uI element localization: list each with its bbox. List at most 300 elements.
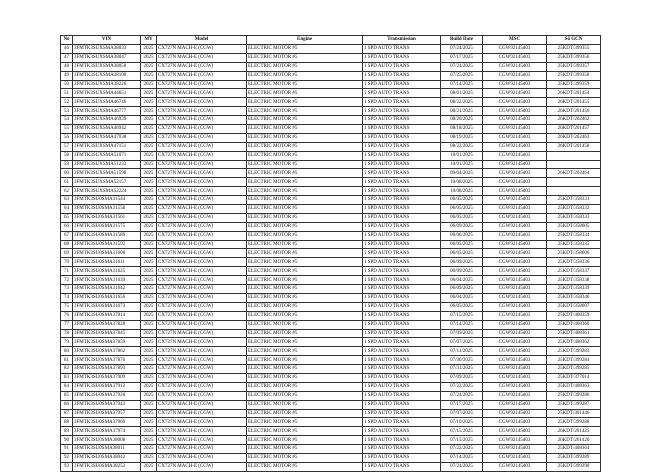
cell-model: CX727N MACH-E (CGW) <box>157 151 247 160</box>
cell-build-date: 07/14/2025 <box>441 453 483 462</box>
cell-model: CX727N MACH-E (CGW) <box>157 45 247 54</box>
table-row <box>61 205 601 214</box>
cell-build-date: 07/09/2025 <box>441 329 483 338</box>
cell-transmission: 1 SPD AUTO TRANS <box>363 45 441 54</box>
table-row <box>61 62 601 71</box>
vehicle-table <box>60 35 601 472</box>
cell-transmission: 1 SPD AUTO TRANS <box>363 311 441 320</box>
cell-no: 72 <box>61 276 73 285</box>
cell-my: 2025 <box>141 133 157 142</box>
cell-msc: CGW92145d03 <box>483 258 547 267</box>
table-row <box>61 71 601 80</box>
cell-model: CX727N MACH-E (CGW) <box>157 400 247 409</box>
cell-engine: ELECTRIC MOTOR #5 <box>247 356 363 365</box>
cell-vin: 3FMTK3SU0SMA31561 <box>73 213 141 222</box>
cell-build-date: 07/22/2025 <box>441 382 483 391</box>
cell-build-date: 06/04/2025 <box>441 276 483 285</box>
cell-no: 78 <box>61 329 73 338</box>
cell-engine: ELECTRIC MOTOR #5 <box>247 80 363 89</box>
cell-vin: 3FMTK3SU0SMA37814 <box>73 311 141 320</box>
table-row <box>61 320 601 329</box>
cell-transmission: 1 SPD AUTO TRANS <box>363 151 441 160</box>
cell-engine: ELECTRIC MOTOR #5 <box>247 169 363 178</box>
cell-vin: 3FMTK3SU0SMA37943 <box>73 400 141 409</box>
cell-vin: 3FMTK3SU0SMA31642 <box>73 285 141 294</box>
cell-vin: 3FMTK3SU0SMA31589 <box>73 231 141 240</box>
table-header-row <box>61 36 601 45</box>
cell-engine: ELECTRIC MOTOR #5 <box>247 445 363 454</box>
cell-gcn: 26KDT/201426 <box>547 436 601 445</box>
cell-msc: CGW92145d03 <box>483 320 547 329</box>
table-row <box>61 391 601 400</box>
cell-model: CX727N MACH-E (CGW) <box>157 338 247 347</box>
cell-vin: 3FMTK3SU0SMA37876 <box>73 356 141 365</box>
cell-transmission: 1 SPD AUTO TRANS <box>363 382 441 391</box>
cell-model: CX727N MACH-E (CGW) <box>157 329 247 338</box>
cell-engine: ELECTRIC MOTOR #5 <box>247 222 363 231</box>
cell-transmission: 1 SPD AUTO TRANS <box>363 329 441 338</box>
cell-build-date: 07/25/2025 <box>441 71 483 80</box>
cell-msc: CGW92145d03 <box>483 116 547 125</box>
cell-engine: ELECTRIC MOTOR #5 <box>247 71 363 80</box>
cell-msc: CGW92145d03 <box>483 98 547 107</box>
cell-gcn: 26KDT/201458 <box>547 142 601 151</box>
cell-no: 61 <box>61 178 73 187</box>
cell-engine: ELECTRIC MOTOR #5 <box>247 409 363 418</box>
cell-vin: 3FMTK3SUXSMA38033 <box>73 45 141 54</box>
cell-engine: ELECTRIC MOTOR #5 <box>247 213 363 222</box>
cell-msc: CGW92145d03 <box>483 453 547 462</box>
cell-model: CX727N MACH-E (CGW) <box>157 213 247 222</box>
cell-model: CX727N MACH-E (CGW) <box>157 347 247 356</box>
cell-vin: 3FMTK3SUXSMA46746 <box>73 98 141 107</box>
cell-vin: 3FMTK3SUXSMA44651 <box>73 89 141 98</box>
cell-my: 2025 <box>141 98 157 107</box>
cell-vin: 3FMTK3SUXSMA51233 <box>73 160 141 169</box>
cell-my: 2025 <box>141 462 157 471</box>
cell-my: 2025 <box>141 222 157 231</box>
cell-no: 49 <box>61 71 73 80</box>
table-body <box>61 45 601 472</box>
cell-gcn: 25KDT/399357 <box>547 62 601 71</box>
cell-gcn: 25KDT/399356 <box>547 53 601 62</box>
cell-gcn: 25KDT/358332 <box>547 205 601 214</box>
cell-gcn <box>547 187 601 196</box>
cell-my: 2025 <box>141 400 157 409</box>
cell-engine: ELECTRIC MOTOR #5 <box>247 45 363 54</box>
cell-engine: ELECTRIC MOTOR #5 <box>247 400 363 409</box>
cell-my: 2025 <box>141 169 157 178</box>
header-no: No <box>61 36 73 45</box>
cell-gcn: 25KDT/358338 <box>547 276 601 285</box>
cell-msc: CGW92145d03 <box>483 329 547 338</box>
cell-build-date: 10/01/2025 <box>441 151 483 160</box>
table-row <box>61 142 601 151</box>
cell-msc: CGW92145d03 <box>483 373 547 382</box>
cell-gcn: 25KDT/358336 <box>547 258 601 267</box>
cell-transmission: 1 SPD AUTO TRANS <box>363 445 441 454</box>
cell-my: 2025 <box>141 436 157 445</box>
table-row <box>61 409 601 418</box>
cell-vin: 3FMTK3SU0SMA37862 <box>73 347 141 356</box>
cell-no: 82 <box>61 365 73 374</box>
cell-no: 87 <box>61 409 73 418</box>
cell-my: 2025 <box>141 320 157 329</box>
cell-build-date: 07/24/2025 <box>441 462 483 471</box>
cell-transmission: 1 SPD AUTO TRANS <box>363 258 441 267</box>
cell-build-date: 06/05/2025 <box>441 302 483 311</box>
table-row <box>61 151 601 160</box>
cell-transmission: 1 SPD AUTO TRANS <box>363 53 441 62</box>
cell-engine: ELECTRIC MOTOR #5 <box>247 285 363 294</box>
cell-no: 70 <box>61 258 73 267</box>
cell-engine: ELECTRIC MOTOR #5 <box>247 178 363 187</box>
cell-vin: 3FMTK3SU0SMA37828 <box>73 320 141 329</box>
cell-gcn: 25KDT/408362 <box>547 338 601 347</box>
table-row <box>61 178 601 187</box>
cell-model: CX727N MACH-E (CGW) <box>157 222 247 231</box>
table-row <box>61 267 601 276</box>
cell-engine: ELECTRIC MOTOR #5 <box>247 98 363 107</box>
cell-model: CX727N MACH-E (CGW) <box>157 382 247 391</box>
cell-transmission: 1 SPD AUTO TRANS <box>363 267 441 276</box>
cell-my: 2025 <box>141 302 157 311</box>
cell-build-date: 08/01/2025 <box>441 89 483 98</box>
cell-gcn: 26KDT/202463 <box>547 133 601 142</box>
cell-transmission: 1 SPD AUTO TRANS <box>363 409 441 418</box>
header-my: MY <box>141 36 157 45</box>
cell-my: 2025 <box>141 356 157 365</box>
cell-my: 2025 <box>141 240 157 249</box>
cell-build-date: 07/17/2025 <box>441 400 483 409</box>
cell-model: CX727N MACH-E (CGW) <box>157 71 247 80</box>
cell-my: 2025 <box>141 142 157 151</box>
cell-model: CX727N MACH-E (CGW) <box>157 293 247 302</box>
cell-vin: 3FMTK3SU0SMA38008 <box>73 436 141 445</box>
cell-build-date: 08/22/2025 <box>441 142 483 151</box>
cell-model: CX727N MACH-E (CGW) <box>157 427 247 436</box>
cell-engine: ELECTRIC MOTOR #5 <box>247 302 363 311</box>
cell-no: 64 <box>61 205 73 214</box>
header-build-date: Build Date <box>441 36 483 45</box>
cell-engine: ELECTRIC MOTOR #5 <box>247 53 363 62</box>
cell-no: 85 <box>61 391 73 400</box>
cell-no: 86 <box>61 400 73 409</box>
cell-transmission: 1 SPD AUTO TRANS <box>363 249 441 258</box>
cell-build-date: 08/21/2025 <box>441 107 483 116</box>
cell-transmission: 1 SPD AUTO TRANS <box>363 107 441 116</box>
cell-no: 60 <box>61 169 73 178</box>
cell-msc: CGW92145d03 <box>483 356 547 365</box>
cell-model: CX727N MACH-E (CGW) <box>157 320 247 329</box>
cell-no: 62 <box>61 187 73 196</box>
cell-my: 2025 <box>141 285 157 294</box>
cell-build-date: 07/15/2025 <box>441 427 483 436</box>
cell-engine: ELECTRIC MOTOR #5 <box>247 187 363 196</box>
cell-build-date: 06/09/2025 <box>441 285 483 294</box>
cell-transmission: 1 SPD AUTO TRANS <box>363 427 441 436</box>
cell-build-date: 09/04/2025 <box>441 169 483 178</box>
cell-model: CX727N MACH-E (CGW) <box>157 276 247 285</box>
cell-my: 2025 <box>141 276 157 285</box>
cell-my: 2025 <box>141 382 157 391</box>
cell-model: CX727N MACH-E (CGW) <box>157 142 247 151</box>
cell-gcn: 25KDT/358331 <box>547 196 601 205</box>
cell-no: 50 <box>61 80 73 89</box>
cell-gcn: 25KDT/377014 <box>547 373 601 382</box>
table-row <box>61 80 601 89</box>
cell-no: 66 <box>61 222 73 231</box>
table-row <box>61 400 601 409</box>
cell-gcn: 25KDT/358337 <box>547 267 601 276</box>
cell-no: 48 <box>61 62 73 71</box>
table-row <box>61 107 601 116</box>
cell-my: 2025 <box>141 391 157 400</box>
cell-my: 2025 <box>141 45 157 54</box>
cell-transmission: 1 SPD AUTO TRANS <box>363 285 441 294</box>
cell-engine: ELECTRIC MOTOR #5 <box>247 205 363 214</box>
cell-msc: CGW92145d03 <box>483 338 547 347</box>
table-row <box>61 285 601 294</box>
table-row <box>61 240 601 249</box>
cell-msc: CGW92145d03 <box>483 45 547 54</box>
cell-no: 89 <box>61 427 73 436</box>
cell-model: CX727N MACH-E (CGW) <box>157 89 247 98</box>
cell-vin: 3FMTK3SU0SMA31575 <box>73 222 141 231</box>
cell-engine: ELECTRIC MOTOR #5 <box>247 249 363 258</box>
cell-transmission: 1 SPD AUTO TRANS <box>363 98 441 107</box>
cell-no: 58 <box>61 151 73 160</box>
cell-engine: ELECTRIC MOTOR #5 <box>247 196 363 205</box>
cell-msc: CGW92145d03 <box>483 160 547 169</box>
cell-transmission: 1 SPD AUTO TRANS <box>363 231 441 240</box>
table-row <box>61 365 601 374</box>
cell-no: 52 <box>61 98 73 107</box>
cell-gcn: 25KDT/358340 <box>547 293 601 302</box>
cell-vin: 3FMTK3SU0SMA31592 <box>73 240 141 249</box>
cell-msc: CGW92145d03 <box>483 311 547 320</box>
cell-build-date: 07/31/2025 <box>441 365 483 374</box>
cell-msc: CGW92145d03 <box>483 302 547 311</box>
cell-my: 2025 <box>141 311 157 320</box>
table-row <box>61 329 601 338</box>
header-engine: Engine <box>247 36 363 45</box>
cell-vin: 3FMTK3SUXSMA47151 <box>73 142 141 151</box>
cell-model: CX727N MACH-E (CGW) <box>157 436 247 445</box>
cell-my: 2025 <box>141 418 157 427</box>
cell-my: 2025 <box>141 293 157 302</box>
cell-transmission: 1 SPD AUTO TRANS <box>363 320 441 329</box>
cell-msc: CGW92145d03 <box>483 151 547 160</box>
cell-gcn: 25KDT/399355 <box>547 45 601 54</box>
cell-model: CX727N MACH-E (CGW) <box>157 125 247 134</box>
table-row <box>61 436 601 445</box>
cell-build-date: 07/17/2025 <box>441 53 483 62</box>
table-row <box>61 196 601 205</box>
cell-engine: ELECTRIC MOTOR #5 <box>247 365 363 374</box>
table-row <box>61 89 601 98</box>
cell-no: 77 <box>61 320 73 329</box>
cell-gcn: 26KDT/202464 <box>547 169 601 178</box>
cell-msc: CGW92145d03 <box>483 205 547 214</box>
cell-model: CX727N MACH-E (CGW) <box>157 178 247 187</box>
cell-vin: 3FMTK3SU0SMA31625 <box>73 267 141 276</box>
cell-gcn: 25KDT/408360 <box>547 320 601 329</box>
cell-msc: CGW92145d03 <box>483 427 547 436</box>
cell-build-date: 07/14/2025 <box>441 80 483 89</box>
cell-engine: ELECTRIC MOTOR #5 <box>247 151 363 160</box>
cell-transmission: 1 SPD AUTO TRANS <box>363 400 441 409</box>
cell-engine: ELECTRIC MOTOR #5 <box>247 293 363 302</box>
cell-vin: 3FMTK3SUXSMA52157 <box>73 178 141 187</box>
cell-build-date: 07/11/2025 <box>441 347 483 356</box>
cell-model: CX727N MACH-E (CGW) <box>157 133 247 142</box>
cell-engine: ELECTRIC MOTOR #5 <box>247 89 363 98</box>
cell-vin: 3FMTK3SU0SMA37957 <box>73 409 141 418</box>
cell-engine: ELECTRIC MOTOR #5 <box>247 373 363 382</box>
cell-engine: ELECTRIC MOTOR #5 <box>247 276 363 285</box>
header-gcn: Số GCN <box>547 36 601 45</box>
cell-no: 73 <box>61 285 73 294</box>
cell-gcn: 26KDT/201454 <box>547 89 601 98</box>
cell-build-date: 07/14/2025 <box>441 320 483 329</box>
cell-model: CX727N MACH-E (CGW) <box>157 462 247 471</box>
cell-no: 92 <box>61 453 73 462</box>
cell-no: 90 <box>61 436 73 445</box>
cell-no: 65 <box>61 213 73 222</box>
cell-transmission: 1 SPD AUTO TRANS <box>363 462 441 471</box>
cell-vin: 3FMTK3SUXSMA46939 <box>73 116 141 125</box>
cell-transmission: 1 SPD AUTO TRANS <box>363 276 441 285</box>
cell-vin: 3FMTK3SU0SMA37960 <box>73 418 141 427</box>
cell-engine: ELECTRIC MOTOR #5 <box>247 231 363 240</box>
cell-build-date: 07/10/2025 <box>441 418 483 427</box>
cell-no: 74 <box>61 293 73 302</box>
cell-build-date: 06/05/2025 <box>441 196 483 205</box>
cell-vin: 3FMTK3SUXSMA38050 <box>73 62 141 71</box>
cell-transmission: 1 SPD AUTO TRANS <box>363 293 441 302</box>
cell-gcn: 25KDT/399284 <box>547 356 601 365</box>
cell-transmission: 1 SPD AUTO TRANS <box>363 125 441 134</box>
cell-build-date: 07/22/2025 <box>441 445 483 454</box>
cell-transmission: 1 SPD AUTO TRANS <box>363 169 441 178</box>
cell-msc: CGW92145d03 <box>483 249 547 258</box>
cell-my: 2025 <box>141 80 157 89</box>
cell-no: 67 <box>61 231 73 240</box>
cell-engine: ELECTRIC MOTOR #5 <box>247 338 363 347</box>
cell-build-date: 07/15/2025 <box>441 436 483 445</box>
cell-msc: CGW92145d03 <box>483 80 547 89</box>
document-page <box>60 35 600 472</box>
cell-transmission: 1 SPD AUTO TRANS <box>363 302 441 311</box>
cell-my: 2025 <box>141 178 157 187</box>
table-row <box>61 116 601 125</box>
cell-engine: ELECTRIC MOTOR #5 <box>247 62 363 71</box>
cell-vin: 3FMTK3SUXSMA46777 <box>73 107 141 116</box>
cell-vin: 3FMTK3SU0SMA31544 <box>73 196 141 205</box>
table-row <box>61 293 601 302</box>
cell-msc: CGW92145d03 <box>483 178 547 187</box>
cell-no: 81 <box>61 356 73 365</box>
cell-my: 2025 <box>141 53 157 62</box>
cell-model: CX727N MACH-E (CGW) <box>157 116 247 125</box>
cell-msc: CGW92145d03 <box>483 187 547 196</box>
table-row <box>61 356 601 365</box>
table-row <box>61 382 601 391</box>
cell-engine: ELECTRIC MOTOR #5 <box>247 240 363 249</box>
cell-no: 51 <box>61 89 73 98</box>
cell-build-date: 08/22/2025 <box>441 98 483 107</box>
cell-my: 2025 <box>141 125 157 134</box>
cell-my: 2025 <box>141 267 157 276</box>
cell-no: 80 <box>61 347 73 356</box>
cell-engine: ELECTRIC MOTOR #5 <box>247 107 363 116</box>
cell-model: CX727N MACH-E (CGW) <box>157 53 247 62</box>
table-row <box>61 53 601 62</box>
cell-vin: 3FMTK3SUXSMA51071 <box>73 151 141 160</box>
cell-vin: 3FMTK3SUXSMA46942 <box>73 125 141 134</box>
cell-no: 75 <box>61 302 73 311</box>
cell-model: CX727N MACH-E (CGW) <box>157 240 247 249</box>
cell-transmission: 1 SPD AUTO TRANS <box>363 62 441 71</box>
cell-msc: CGW92145d03 <box>483 293 547 302</box>
cell-vin: 3FMTK3SUXSMA47038 <box>73 133 141 142</box>
cell-msc: CGW92145d03 <box>483 285 547 294</box>
cell-engine: ELECTRIC MOTOR #5 <box>247 116 363 125</box>
cell-build-date: 07/07/2025 <box>441 338 483 347</box>
table-row <box>61 249 601 258</box>
cell-model: CX727N MACH-E (CGW) <box>157 302 247 311</box>
cell-model: CX727N MACH-E (CGW) <box>157 258 247 267</box>
cell-vin: 3FMTK3SU0SMA31639 <box>73 276 141 285</box>
cell-no: 54 <box>61 116 73 125</box>
cell-vin: 3FMTK3SU0SMA37974 <box>73 427 141 436</box>
cell-vin: 3FMTK3SU0SMA31673 <box>73 302 141 311</box>
cell-no: 88 <box>61 418 73 427</box>
cell-my: 2025 <box>141 347 157 356</box>
table-row <box>61 453 601 462</box>
cell-engine: ELECTRIC MOTOR #5 <box>247 160 363 169</box>
table-row <box>61 169 601 178</box>
cell-transmission: 1 SPD AUTO TRANS <box>363 453 441 462</box>
cell-engine: ELECTRIC MOTOR #5 <box>247 320 363 329</box>
cell-gcn: 25KDT/358339 <box>547 285 601 294</box>
cell-build-date: 10/01/2025 <box>441 160 483 169</box>
cell-vin: 3FMTK3SU0SMA31656 <box>73 293 141 302</box>
cell-model: CX727N MACH-E (CGW) <box>157 445 247 454</box>
cell-gcn: 26KDT/201457 <box>547 125 601 134</box>
cell-model: CX727N MACH-E (CGW) <box>157 311 247 320</box>
cell-gcn: 25KDT/358334 <box>547 231 601 240</box>
cell-vin: 3FMTK3SU0SMA37926 <box>73 391 141 400</box>
cell-msc: CGW92145d03 <box>483 436 547 445</box>
cell-vin: 3FMTK3SU0SMA31608 <box>73 249 141 258</box>
table-row <box>61 302 601 311</box>
cell-engine: ELECTRIC MOTOR #5 <box>247 427 363 436</box>
cell-build-date: 06/06/2025 <box>441 231 483 240</box>
cell-transmission: 1 SPD AUTO TRANS <box>363 142 441 151</box>
cell-model: CX727N MACH-E (CGW) <box>157 98 247 107</box>
cell-build-date: 07/24/2025 <box>441 45 483 54</box>
cell-my: 2025 <box>141 409 157 418</box>
cell-build-date: 06/09/2025 <box>441 222 483 231</box>
cell-build-date: 07/07/2025 <box>441 409 483 418</box>
cell-gcn: 25KDT/399289 <box>547 453 601 462</box>
cell-model: CX727N MACH-E (CGW) <box>157 80 247 89</box>
cell-gcn: 25KDT/399283 <box>547 347 601 356</box>
cell-gcn: 25KDT/301446 <box>547 409 601 418</box>
cell-build-date: 08/20/2025 <box>441 116 483 125</box>
